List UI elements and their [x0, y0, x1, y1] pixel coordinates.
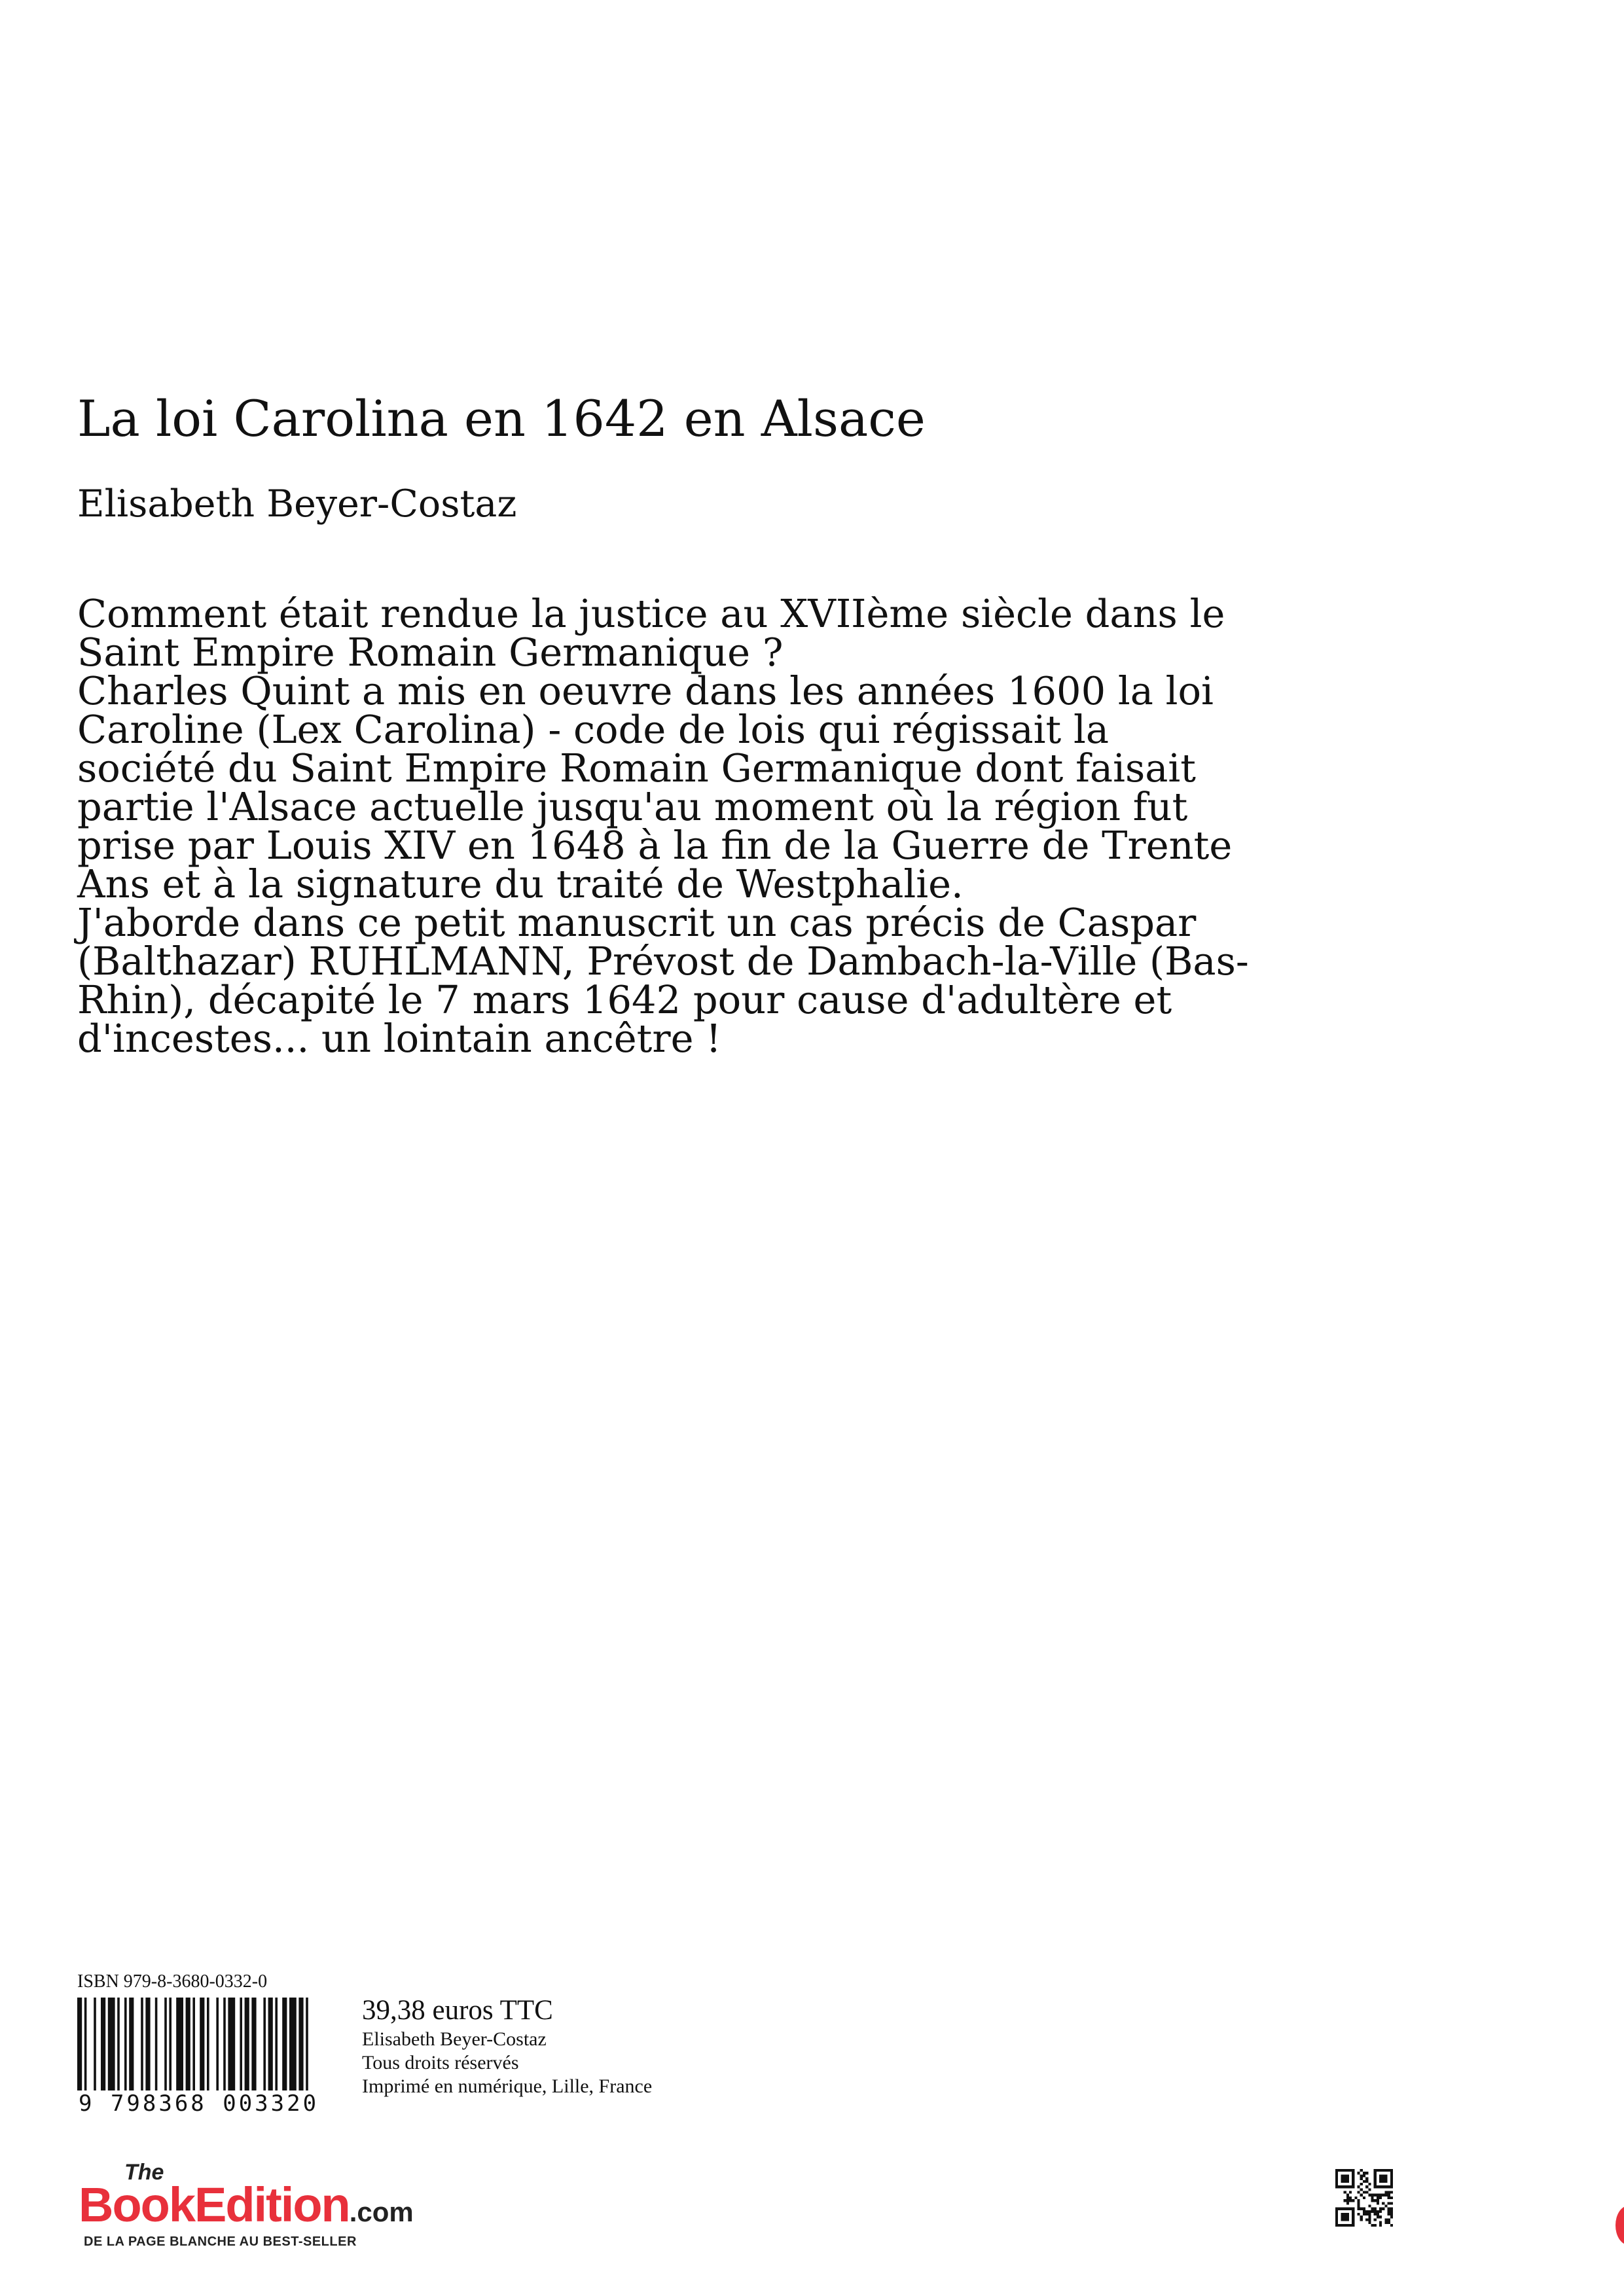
qr-module: [1365, 2213, 1368, 2215]
qr-module: [1354, 2197, 1357, 2199]
qr-module: [1358, 2185, 1360, 2188]
qr-module: [1377, 2197, 1379, 2199]
qr-module: [1379, 2215, 1382, 2218]
qr-module: [1390, 2191, 1393, 2194]
qr-module: [1358, 2213, 1360, 2215]
qr-module: [1341, 2174, 1349, 2183]
qr-module: [1358, 2191, 1360, 2194]
qr-module: [1388, 2213, 1390, 2215]
qr-module: [1363, 2174, 1365, 2177]
blurb-paragraph: Comment était rendue la justice au XVIIème siècle dans le Saint Empire Romain Germanique ?: [77, 591, 1225, 675]
qr-module: [1341, 2213, 1349, 2221]
price-block: [362, 1994, 652, 2098]
qr-module: [1368, 2194, 1371, 2197]
qr-module: [1374, 2224, 1377, 2227]
qr-module: [1363, 2191, 1365, 2194]
qr-module: [1390, 2224, 1393, 2227]
qr-module: [1349, 2191, 1352, 2194]
qr-module: [1368, 2204, 1371, 2207]
qr-module: [1346, 2197, 1349, 2199]
qr-module: [1365, 2191, 1368, 2194]
qr-module: [1390, 2210, 1393, 2213]
qr-module: [1368, 2213, 1371, 2215]
edge-mark: [1615, 2206, 1624, 2245]
qr-module: [1360, 2215, 1363, 2218]
qr-module: [1382, 2194, 1384, 2197]
qr-module: [1346, 2202, 1349, 2204]
qr-module: [1358, 2208, 1360, 2210]
qr-module: [1365, 2180, 1368, 2183]
logo-domain: .com: [349, 2197, 414, 2227]
qr-module: [1379, 2208, 1382, 2210]
logo-name: [79, 2177, 414, 2233]
qr-module: [1360, 2218, 1363, 2221]
qr-module: [1388, 2197, 1390, 2199]
qr-module: [1371, 2210, 1373, 2213]
qr-module: [1379, 2210, 1382, 2213]
qr-module: [1379, 2224, 1382, 2227]
qr-module: [1371, 2194, 1373, 2197]
qr-module: [1368, 2188, 1371, 2191]
qr-module: [1390, 2197, 1393, 2199]
rights-notice: Tous droits réservés: [362, 2052, 519, 2073]
qr-module: [1368, 2221, 1371, 2224]
qr-module: [1388, 2202, 1390, 2204]
copyright-author: Elisabeth Beyer-Costaz: [362, 2028, 547, 2050]
price: 39,38 euros TTC: [362, 1995, 553, 2026]
qr-module: [1377, 2194, 1379, 2197]
print-location: Imprimé en numérique, Lille, France: [362, 2075, 653, 2097]
qr-module: [1377, 2202, 1379, 2204]
book-author: Elisabeth Beyer-Costaz: [77, 482, 517, 526]
qr-module: [1363, 2210, 1365, 2213]
qr-module: [1388, 2191, 1390, 2194]
qr-module: [1377, 2199, 1379, 2202]
qr-module: [1363, 2197, 1365, 2199]
qr-module: [1368, 2210, 1371, 2213]
qr-module: [1371, 2224, 1373, 2227]
qr-module: [1371, 2197, 1373, 2199]
qr-module: [1371, 2208, 1373, 2210]
qr-module: [1374, 2194, 1377, 2197]
qr-module: [1384, 2204, 1387, 2207]
qr-module: [1365, 2172, 1368, 2174]
qr-module: [1384, 2218, 1387, 2221]
qr-module: [1368, 2218, 1371, 2221]
logo-the: The: [124, 2160, 164, 2185]
qr-module: [1388, 2208, 1390, 2210]
qr-module: [1368, 2183, 1371, 2185]
qr-module: [1349, 2197, 1352, 2199]
qr-module: [1344, 2191, 1346, 2194]
blurb-paragraph: J'aborde dans ce petit manuscrit un cas précis de Caspar (Balthazar) RUHLMANN, Prévost de Dambach-la-Ville (Bas-Rhin), décapité le 7 mars 1642 pour cause d'adultère et d'incestes... un lointain ancêtre !: [77, 900, 1249, 1061]
qr-module: [1382, 2202, 1384, 2204]
qr-module: [1363, 2180, 1365, 2183]
qr-module: [1365, 2178, 1368, 2180]
qr-module: [1384, 2194, 1387, 2197]
publisher-logo: [79, 2160, 497, 2251]
qr-module: [1384, 2191, 1387, 2194]
qr-module: [1390, 2213, 1393, 2215]
qr-module: [1377, 2215, 1379, 2218]
qr-module: [1349, 2199, 1352, 2202]
qr-module: [1360, 2183, 1363, 2185]
qr-module: [1352, 2199, 1354, 2202]
isbn-label: ISBN 979-8-3680-0332-0: [77, 1971, 268, 1992]
qr-module: [1358, 2202, 1360, 2204]
qr-module: [1358, 2199, 1360, 2202]
qr-module: [1365, 2185, 1368, 2188]
qr-module: [1388, 2194, 1390, 2197]
qr-module: [1363, 2208, 1365, 2210]
qr-code-icon: [1335, 2169, 1393, 2227]
qr-module: [1344, 2199, 1346, 2202]
qr-module: [1390, 2202, 1393, 2204]
qr-module: [1360, 2174, 1363, 2177]
qr-module: [1360, 2178, 1363, 2180]
qr-module: [1388, 2210, 1390, 2213]
qr-module: [1374, 2218, 1377, 2221]
qr-module: [1377, 2213, 1379, 2215]
qr-module: [1360, 2188, 1363, 2191]
qr-module: [1384, 2221, 1387, 2224]
qr-module: [1390, 2215, 1393, 2218]
qr-module: [1360, 2194, 1363, 2197]
qr-module: [1358, 2172, 1360, 2174]
qr-module: [1346, 2199, 1349, 2202]
qr-module: [1379, 2194, 1382, 2197]
qr-module: [1365, 2210, 1368, 2213]
qr-module: [1390, 2208, 1393, 2210]
qr-module: [1346, 2194, 1349, 2197]
qr-module: [1379, 2197, 1382, 2199]
qr-module: [1360, 2208, 1363, 2210]
qr-module: [1374, 2199, 1377, 2202]
qr-module: [1363, 2213, 1365, 2215]
book-title: La loi Carolina en 1642 en Alsace: [77, 389, 926, 448]
qr-module: [1360, 2169, 1363, 2172]
qr-module: [1379, 2221, 1382, 2224]
qr-module: [1379, 2174, 1388, 2183]
qr-module: [1365, 2218, 1368, 2221]
logo-name-text: BookEdition: [79, 2178, 350, 2232]
qr-module: [1388, 2221, 1390, 2224]
qr-module: [1374, 2213, 1377, 2215]
qr-module: [1363, 2172, 1365, 2174]
qr-module: [1388, 2218, 1390, 2221]
qr-module: [1368, 2215, 1371, 2218]
barcode-digits: 9 798368 003320: [79, 2090, 319, 2117]
book-blurb: [77, 591, 1255, 1061]
qr-module: [1371, 2199, 1373, 2202]
qr-module: [1382, 2208, 1384, 2210]
qr-module: [1374, 2210, 1377, 2213]
logo-tagline: DE LA PAGE BLANCHE AU BEST-SELLER: [84, 2234, 357, 2249]
blurb-paragraph: Charles Quint a mis en oeuvre dans les années 1600 la loi Caroline (Lex Carolina) - code de lois qui régissait la société du Saint Empire Romain Germanique dont faisait partie l'Alsace actuelle jusqu'au moment où la région fut prise par Louis XIV en 1648 à la fin de la Guerre de Trente Ans et à la signature du traité de Westphalie.: [77, 668, 1233, 906]
qr-module: [1374, 2208, 1377, 2210]
qr-module: [1377, 2210, 1379, 2213]
qr-module: [1358, 2204, 1360, 2207]
